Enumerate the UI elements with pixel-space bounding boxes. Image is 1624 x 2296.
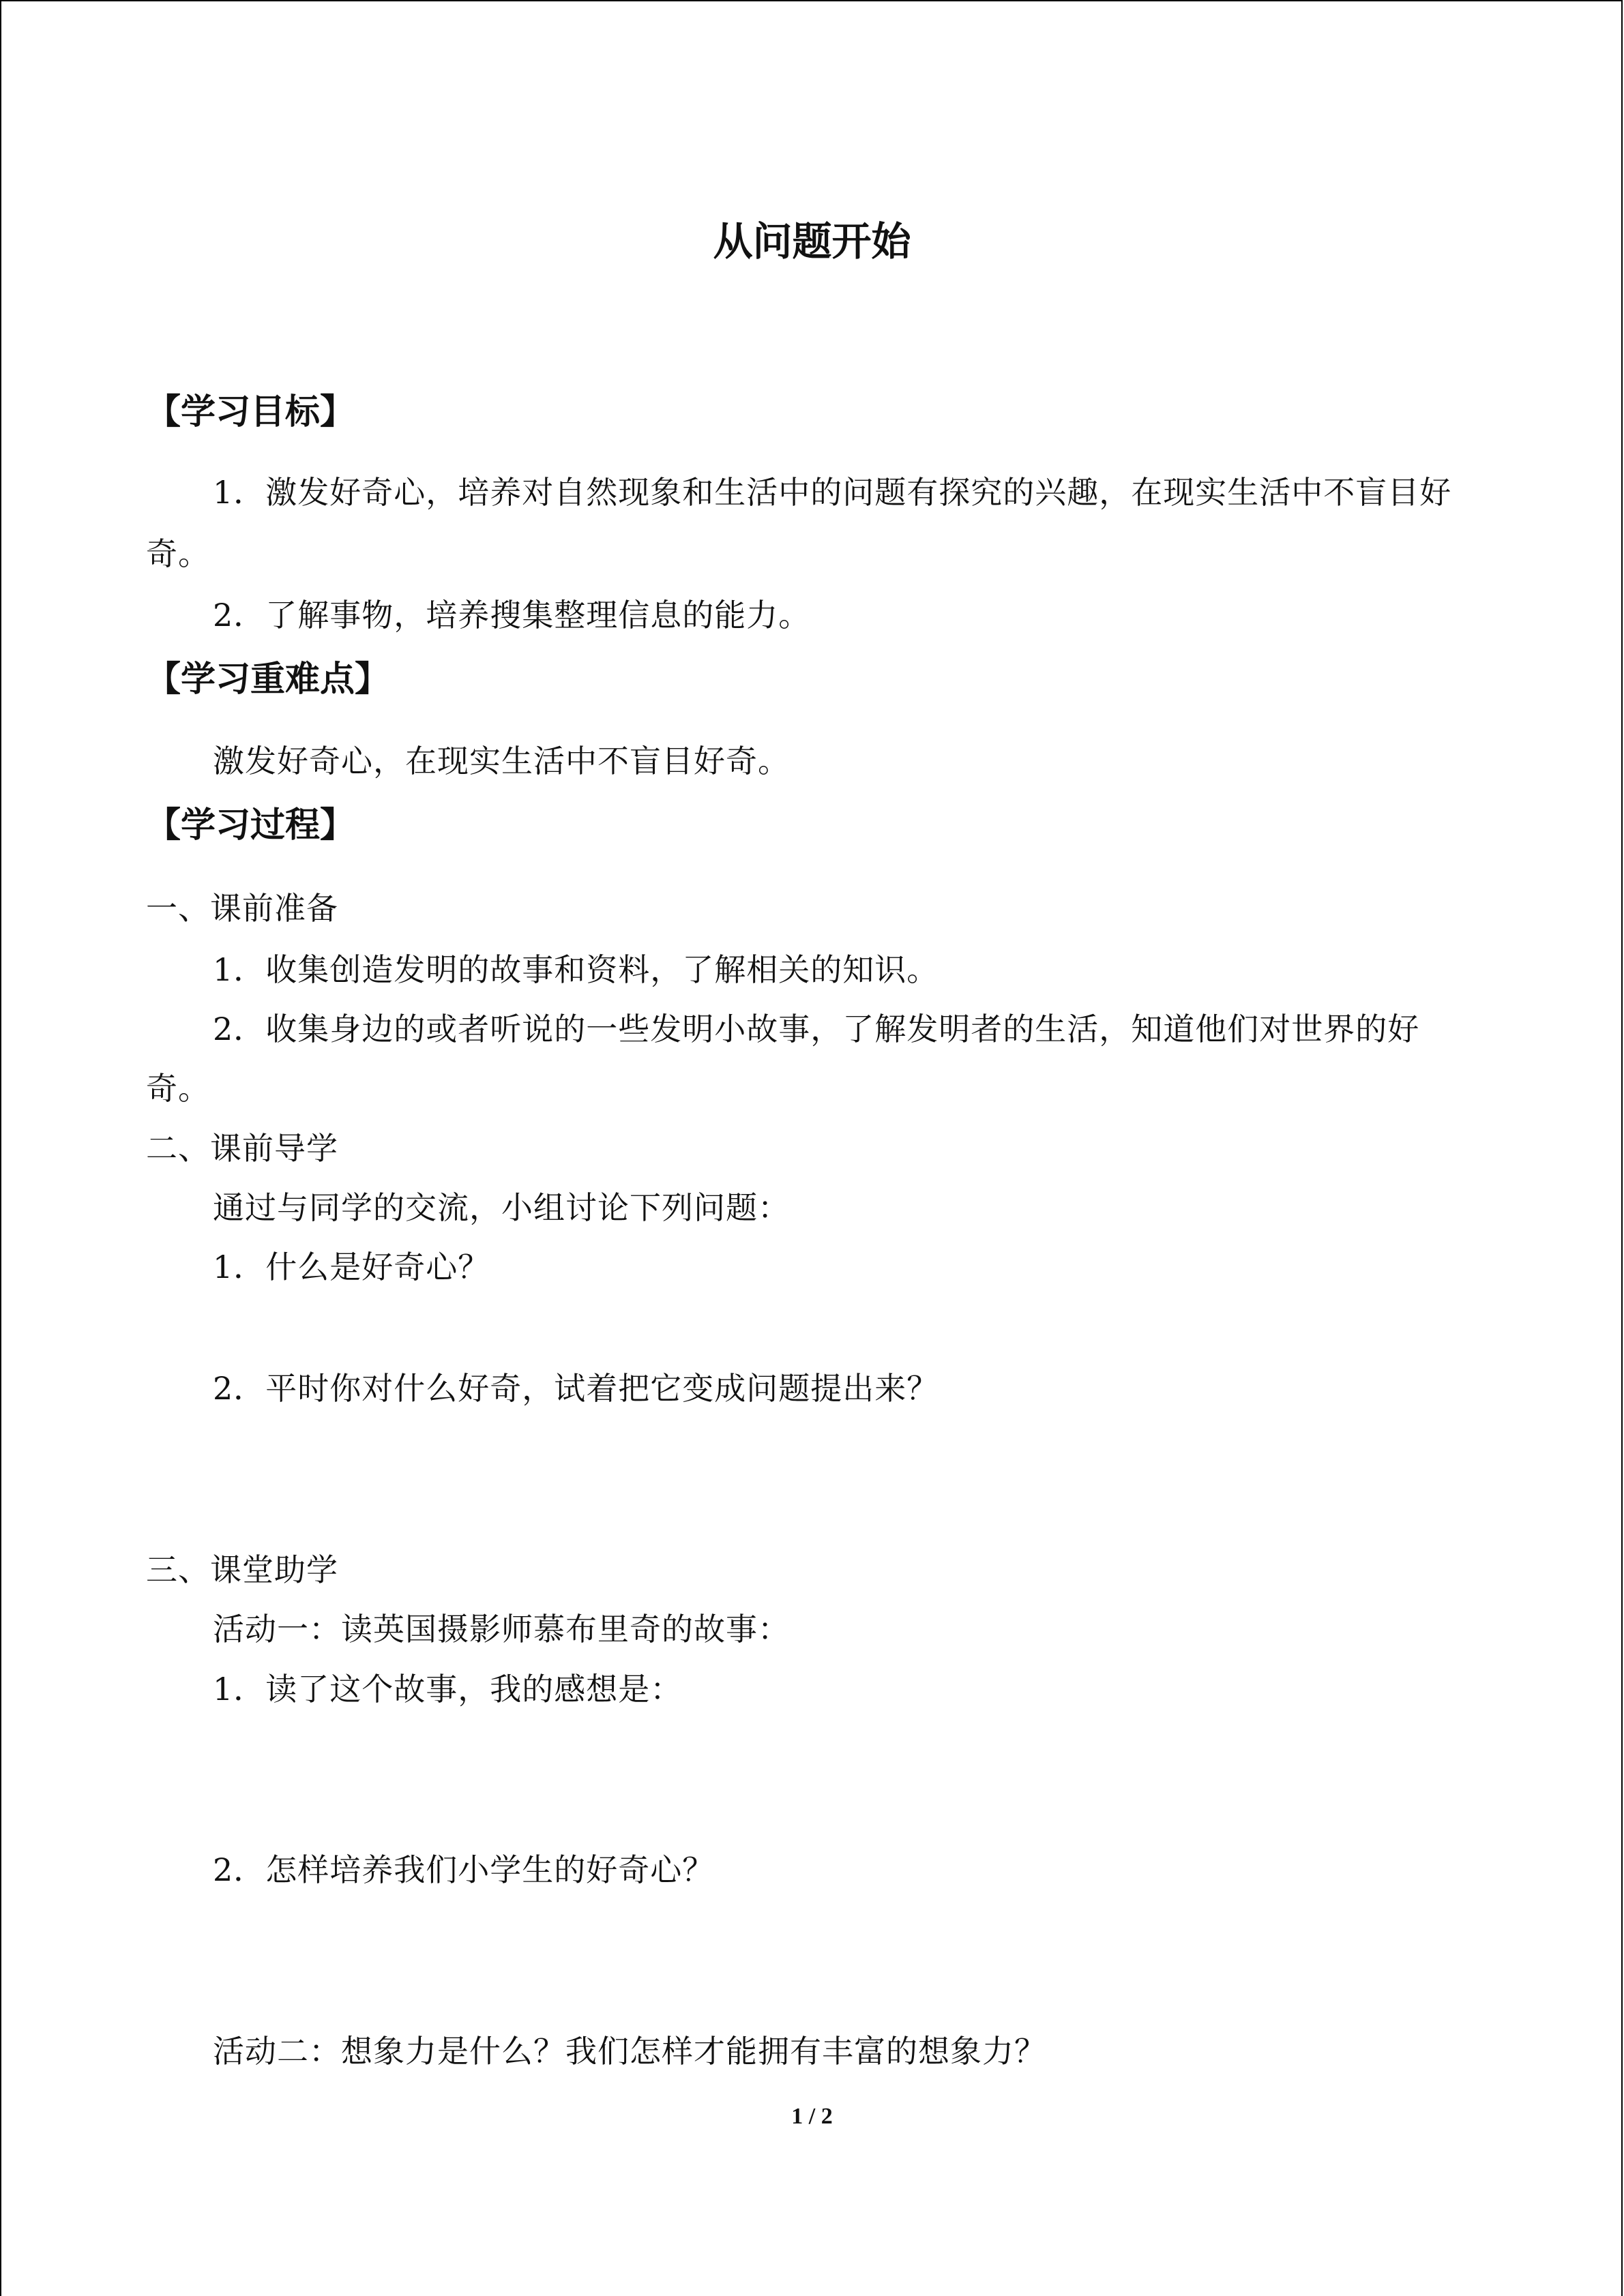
- part-2-question-2: 2．平时你对什么好奇，试着把它变成问题提出来？: [213, 1370, 939, 1407]
- activity-1-question-1: 1．读了这个故事，我的感想是：: [213, 1671, 683, 1708]
- part-1-item-2-continuation: 奇。: [146, 1070, 210, 1107]
- part-2-question-1: 1．什么是好奇心？: [213, 1249, 490, 1285]
- part-3-heading: 三、课堂助学: [146, 1551, 338, 1588]
- goal-item-1: 1．激发好奇心，培养对自然现象和生活中的问题有探究的兴趣，在现实生活中不盲目好: [213, 474, 1452, 511]
- document-title: 从问题开始: [713, 218, 911, 265]
- section-heading-goals: 【学习目标】: [146, 392, 355, 432]
- part-1-item-2: 2．收集身边的或者听说的一些发明小故事，了解发明者的生活，知道他们对世界的好: [213, 1011, 1420, 1047]
- activity-2: 活动二：想象力是什么？我们怎样才能拥有丰富的想象力？: [213, 2033, 1046, 2070]
- part-1-heading: 一、课前准备: [146, 890, 338, 927]
- key-points-text: 激发好奇心，在现实生活中不盲目好奇。: [213, 743, 790, 779]
- part-1-item-1: 1．收集创造发明的故事和资料，了解相关的知识。: [213, 951, 939, 988]
- section-heading-process: 【学习过程】: [146, 805, 355, 846]
- part-2-intro: 通过与同学的交流，小组讨论下列问题：: [213, 1189, 790, 1226]
- goal-item-2: 2．了解事物，培养搜集整理信息的能力。: [213, 597, 811, 633]
- section-heading-key-points: 【学习重难点】: [146, 659, 390, 700]
- goal-item-1-continuation: 奇。: [146, 535, 210, 572]
- activity-1-question-2: 2．怎样培养我们小学生的好奇心？: [213, 1851, 715, 1888]
- part-2-heading: 二、课前导学: [146, 1130, 338, 1167]
- page-number: 1 / 2: [791, 2104, 833, 2129]
- activity-1: 活动一：读英国摄影师慕布里奇的故事：: [213, 1611, 790, 1648]
